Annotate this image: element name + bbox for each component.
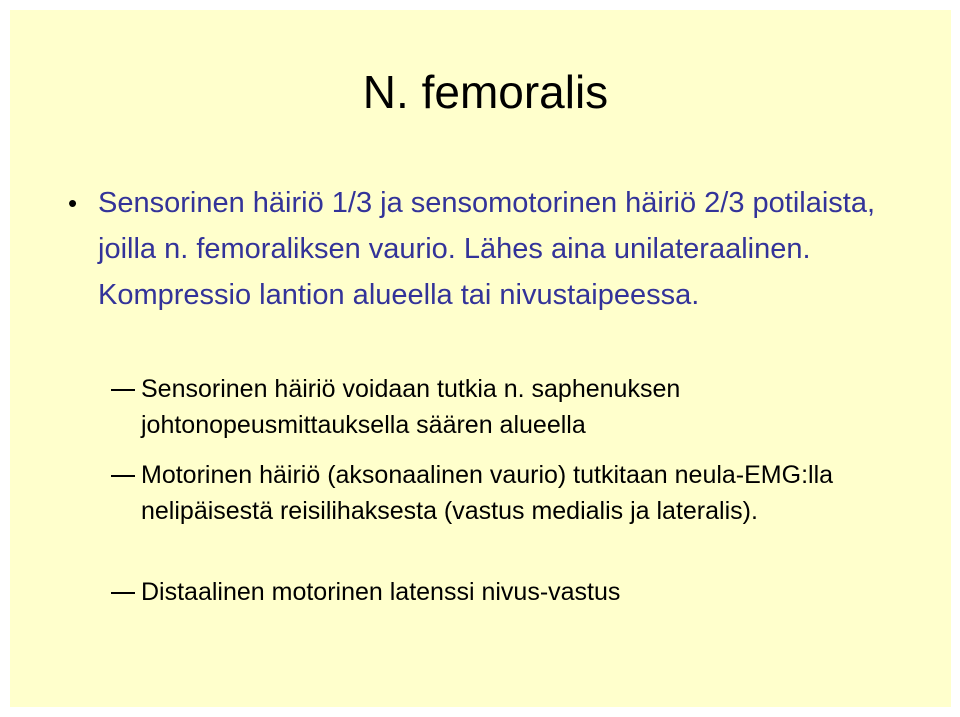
sub-bullet-latency: Distaalinen motorinen latenssi nivus-vastus (141, 578, 621, 606)
dash-icon (111, 475, 135, 477)
slide (10, 10, 951, 707)
bullet-dot-icon: • (68, 188, 78, 218)
bullet-level1: Sensorinen häiriö 1/3 ja sensomotorinen häiriö 2/3 potilaista, joilla n. femoraliksen vaurio. Lähes aina unilateraalinen. Kompressio lantion alueella tai nivustaipeessa. (98, 187, 876, 311)
dash-icon (111, 592, 135, 594)
slide-title: N. femoralis (362, 66, 609, 118)
sub-bullet-sensory: Sensorinen häiriö voidaan tutkia n. saphenuksen johtonopeusmittauksella säären alueella (141, 375, 681, 439)
dash-icon (111, 389, 135, 391)
sub-bullet-motor: Motorinen häiriö (aksonaalinen vaurio) tutkitaan neula-EMG:lla nelipäisestä reisilihaksesta (vastus medialis ja lateralis). (141, 461, 834, 525)
